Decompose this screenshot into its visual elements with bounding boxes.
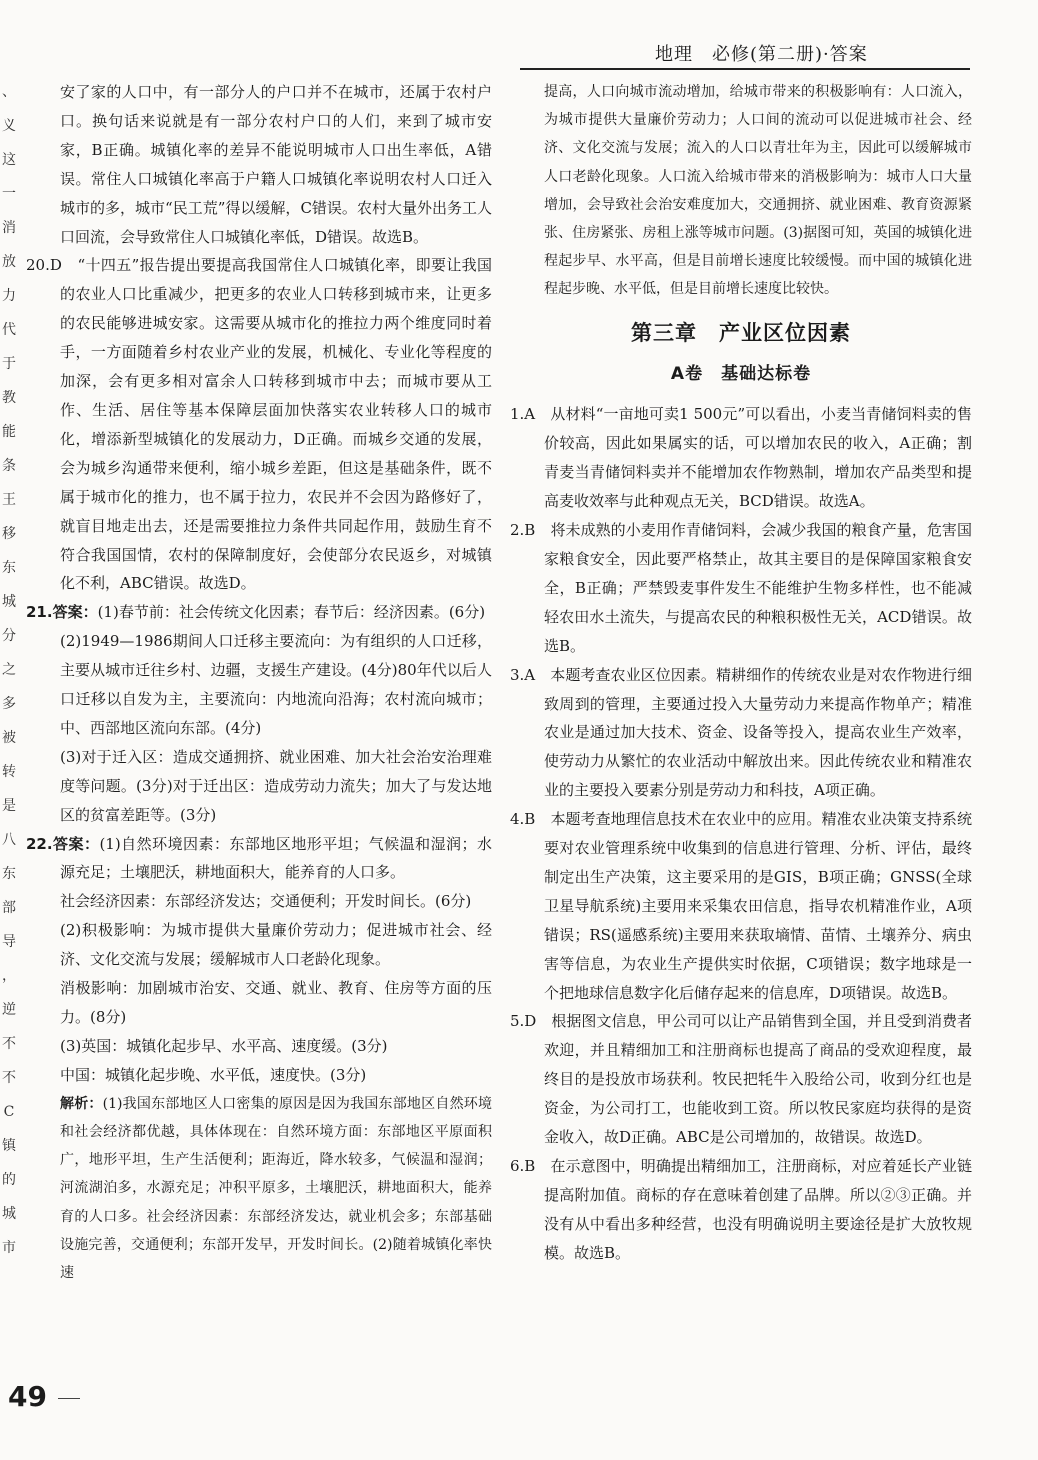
answer-5: 5.D 根据图文信息，甲公司可以让产品销售到全国，并且受到消费者欢迎，并且精细加工和注册商标也提高了商品的受欢迎程度，最终目的是投放市场获利。牧民把牦牛入股给公司，收到分红也是资金，为公司打工，也能收到工资。所以牧民家庭均获得的是资金收入，故D正确。ABC是公司增加的，故错误。故选D。 (510, 1012, 972, 1147)
gutter-char: 代 (2, 322, 16, 338)
gutter-char: 不 (2, 1070, 16, 1086)
answer-3: 3.A 本题考查农业区位因素。精耕细作的传统农业是对农作物进行细致周到的管理，主要通过投入大量劳动力来提高作物单产；精准农业是通过加大技术、资金、设备等投入，提高农业生产效率，使劳动力从繁忙的农业活动中解放出来。因此传统农业和精准农业的主要投入要素分别是劳动力和科技，A项正确。 (510, 665, 972, 800)
gutter-char: 一 (2, 186, 16, 202)
gutter-char: 王 (2, 492, 16, 508)
gutter-char: 于 (2, 356, 16, 372)
answer-label: 21.答案： (26, 603, 98, 622)
answer-label: 22.答案： (26, 834, 100, 853)
gutter-char: 城 (2, 1206, 16, 1222)
gutter-char: 部 (2, 900, 16, 916)
answer-21-b: (2)1949—1986期间人口迁移主要流向：为有组织的人口迁移，主要从城市迁往乡村、边疆，支援生产建设。(4分)80年代以后人口迁移以自发为主，主要流向：内地流向沿海；农村流向城市；中、西部地区流向东部。(4分) (60, 632, 492, 737)
gutter-char: 条 (2, 458, 16, 474)
gutter-char: ， (2, 968, 16, 984)
gutter-char: C (3, 1104, 15, 1120)
gutter-char: 之 (2, 662, 16, 678)
gutter-char: 转 (2, 764, 16, 780)
gutter-char: 义 (2, 118, 16, 134)
header-rule (520, 68, 970, 70)
gutter-char: 的 (2, 1172, 16, 1188)
gutter-char: 放 (2, 254, 16, 270)
answer-21-c: (3)对于迁入区：造成交通拥挤、就业困难、加大社会治安治理难度等问题。(3分)对于迁出区：造成劳动力流失；加大了与发达地区的贫富差距等。(3分) (60, 747, 492, 824)
answer-22-c: (2)积极影响：为城市提供大量廉价劳动力；促进城市社会、经济、文化交流与发展；缓解城市人口老龄化现象。 (60, 921, 492, 969)
binding-gutter-text (2, 75, 16, 1265)
gutter-char: 力 (2, 288, 16, 304)
answer-continuation: 安了家的人口中，有一部分人的户口并不在城市，还属于农村户口。换句话来说就是有一部分农村户口的人们，来到了城市安家，B正确。城镇化率的差异不能说明城市人口出生率低，A错误。常住人口城镇化率高于户籍人口城镇化率说明农村人口迁入城市的多，城市“民工荒”得以缓解，C错误。农村大量外出务工人口回流，会导致常住人口城镇化率低，D错误。故选B。 (60, 83, 492, 246)
analysis-label: 解析： (60, 1095, 103, 1112)
analysis-22: 解析：(1)我国东部地区人口密集的原因是因为我国东部地区自然环境和社会经济都优越，具体体现在：自然环境方面：东部地区平原面积广，地形平坦，生产生活便利；距海近，降水较多，气候温和湿润；河流湖泊多，水源充足；冲积平原多，土壤肥沃，耕地面积大，能养育的人口多。社会经济因素：东部经济发达，就业机会多；东部基础设施完善，交通便利；东部开发早，开发时间长。(2)随着城镇化率快速 (60, 1095, 492, 1281)
gutter-char: 东 (2, 560, 16, 576)
gutter-char: 是 (2, 798, 16, 814)
gutter-char: 不 (2, 1036, 16, 1052)
gutter-char: 导 (2, 934, 16, 950)
answer-22-e: (3)英国：城镇化起步早、水平高、速度缓。(3分) (60, 1036, 388, 1055)
answer-22-f: 中国：城镇化起步晚、水平低，速度快。(3分) (60, 1065, 367, 1084)
gutter-char: 多 (2, 696, 16, 712)
gutter-char: 、 (2, 84, 16, 100)
answer-21-a: 21.答案：(1)春节前：社会传统文化因素；春节后：经济因素。(6分) (26, 603, 486, 622)
gutter-char: 市 (2, 1240, 16, 1256)
answer-22-d: 消极影响：加剧城市治安、交通、就业、教育、住房等方面的压力。(8分) (60, 979, 492, 1026)
gutter-char: 东 (2, 866, 16, 882)
answer-4: 4.B 本题考查地理信息技术在农业中的应用。精准农业决策支持系统要对农业管理系统中收集到的信息进行管理、分析、评估，最终制定出生产决策，这主要采用的是GIS，B项正确；GNSS(全球卫星导航系统)主要用来采集农田信息，指导农机精准作业，A项错误；RS(遥感系统)主要用来获取墒情、苗情、土壤养分、病虫害等信息，为农业生产提供实时依据，C项错误；数字地球是一个把地球信息数字化后储存起来的信息库，D项错误。故选B。 (510, 810, 972, 1002)
answer-1: 1.A 从材料“一亩地可卖1 500元”可以看出，小麦当青储饲料卖的售价较高，因此如果属实的话，可以增加农民的收入，A正确；割青麦当青储饲料卖并不能增加农作物熟制，增加农产品类型和提高麦收效率与此种观点无关，BCD错误。故选A。 (510, 405, 972, 511)
gutter-char: 被 (2, 730, 16, 746)
running-header: 地理 必修(第二册)·答案 (655, 44, 868, 65)
answer-22-a: 22.答案：(1)自然环境因素：东部地区地形平坦；气候温和湿润；水源充足；土壤肥沃，耕地面积大，能养育的人口多。 (26, 834, 492, 882)
chapter-title: 第三章 产业区位因素 (631, 320, 851, 345)
answer-20: 20.D “十四五”报告提出要提高我国常住人口城镇化率，即要让我国的农业人口比重减少，把更多的农业人口转移到城市来，让更多的农民能够进城安家。这需要从城市化的推拉力两个维度同时着手，一方面随着乡村农业产业的发展，机械化、专业化等程度的加深，会有更多相对富余人口转移到城市中去；而城市要从工作、生活、居住等基本保障层面加快落实农业转移人口的城市化，增添新型城镇化的发展动力，D正确。而城乡交通的发展，会为城乡沟通带来便利，缩小城乡差距，但这是基础条件，既不属于城市化的推力，也不属于拉力，农民并不会因为路修好了，就盲目地走出去，还是需要推拉力条件共同起作用，鼓励生育不符合我国国情，农村的保障制度好，会使部分农民返乡，对城镇化不利，ABC错误。故选D。 (26, 256, 492, 593)
gutter-char: 这 (2, 152, 16, 168)
answer-2: 2.B 将未成熟的小麦用作青储饲料，会减少我国的粮食产量，危害国家粮食安全，因此要严格禁止，故其主要目的是保障国家粮食安全，B正确；严禁毁麦事件发生不能维护生物多样性，也不能减轻农田水土流失，与提高农民的种粮积极性无关，ACD错误。故选B。 (510, 521, 972, 655)
analysis-continuation: 提高，人口向城市流动增加，给城市带来的积极影响有：人口流入，为城市提供大量廉价劳动力；人口间的流动可以促进城市社会、经济、文化交流与发展；流入的人口以青壮年为主，因此可以缓解城市人口老龄化现象。人口流入给城市带来的消极影响为：城市人口大量增加，会导致社会治安难度加大，交通拥挤、就业困难、教育资源紧张、住房紧张、房租上涨等城市问题。(3)据图可知，英国的城镇化进程起步早、水平高，但是目前增长速度比较缓慢。而中国的城镇化进程起步晚、水平低，但是目前增长速度比较快。 (544, 84, 972, 298)
gutter-char: 八 (2, 832, 16, 848)
gutter-char: 消 (2, 220, 16, 236)
gutter-char: 镇 (2, 1138, 16, 1154)
answer-22-b: 社会经济因素：东部经济发达；交通便利；开发时间长。(6分) (60, 892, 472, 911)
gutter-char: 能 (2, 424, 16, 440)
section-title: A卷 基础达标卷 (670, 363, 812, 384)
left-column (26, 78, 492, 1287)
right-column (510, 78, 972, 1268)
gutter-char: 教 (2, 390, 16, 406)
gutter-char: 城 (2, 594, 16, 610)
answer-6: 6.B 在示意图中，明确提出精细加工，注册商标，对应着延长产业链提高附加值。商标的存在意味着创建了品牌。所以②③正确。并没有从中看出多种经营，也没有明确说明主要途径是扩大放牧规模。故选B。 (510, 1157, 972, 1262)
gutter-char: 逆 (2, 1002, 16, 1018)
page-number-rule (58, 1398, 80, 1399)
page-number: 49 (8, 1380, 47, 1413)
gutter-char: 分 (2, 628, 16, 644)
gutter-char: 移 (2, 526, 16, 542)
